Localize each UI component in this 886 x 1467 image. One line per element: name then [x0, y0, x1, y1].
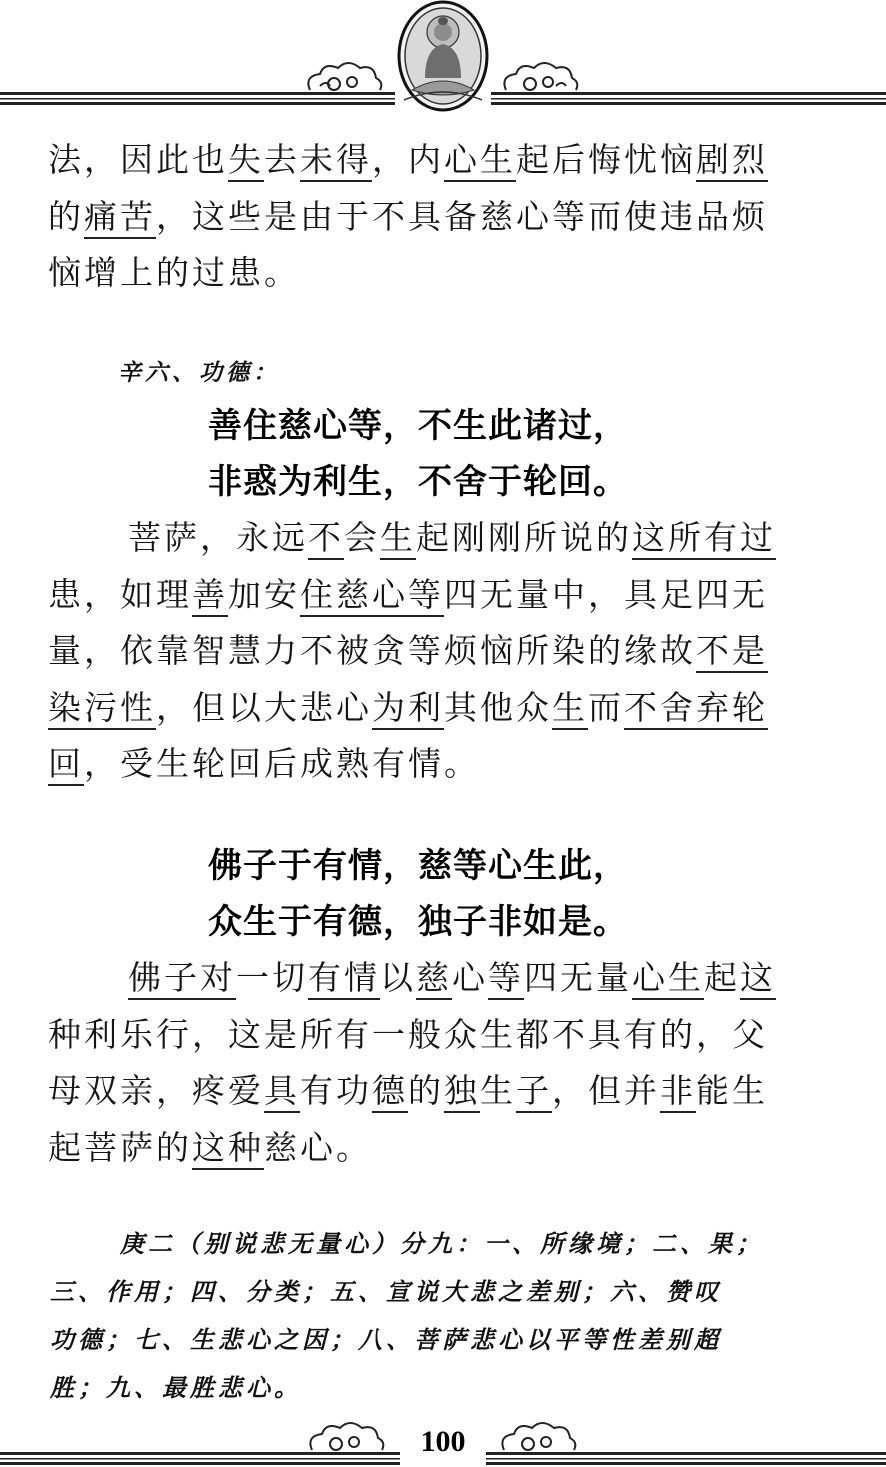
outline-line: 庚二（别说悲无量心）分九：一、所缘境；二、果；: [120, 1230, 764, 1258]
commentary-paragraph: [48, 510, 838, 793]
text-line: 的痛苦，这些是由于不具备慈心等而使违品烦: [48, 189, 838, 246]
buddha-medallion-icon: [0, 0, 886, 112]
verse-block: [208, 398, 628, 510]
commentary-paragraph: [48, 950, 838, 1176]
verse-line: 佛子于有情，慈等心生此，: [208, 846, 628, 886]
outline-line: 胜；九、最胜悲心。: [50, 1374, 302, 1402]
paragraph-continuation: [48, 132, 838, 302]
text-line: 染污性，但以大悲心为利其他众生而不舍弃轮: [48, 680, 838, 737]
outline-paragraph: [50, 1220, 840, 1412]
text-line: 恼增上的过患。: [48, 253, 300, 292]
page-number: 100: [420, 1425, 466, 1458]
verse-line: 非惑为利生，不舍于轮回。: [208, 462, 628, 502]
text-line: 母双亲，疼爱具有功德的独生子，但并非能生: [48, 1063, 838, 1120]
text-line: 起菩萨的这种慈心。: [48, 1120, 838, 1177]
verse-line: 众生于有德，独子非如是。: [208, 902, 628, 942]
verse-line: 善住慈心等，不生此诸过，: [208, 406, 628, 446]
text-line: 法，因此也失去未得，内心生起后悔忧恼剧烈: [48, 132, 838, 189]
text-line: 量，依靠智慧力不被贪等烦恼所染的缘故不是: [48, 623, 838, 680]
text-line: 种利乐行，这是所有一般众生都不具有的，父: [48, 1014, 768, 1054]
page-header-ornament: [0, 0, 886, 112]
outline-line: 三、作用；四、分类；五、宣说大悲之差别；六、赞叹: [50, 1278, 722, 1306]
text-line: 菩萨，永远不会生起刚刚所说的这所有过: [48, 510, 838, 567]
outline-line: 功德；七、生悲心之因；八、菩萨悲心以平等性差别超: [50, 1326, 722, 1354]
verse-block: [208, 838, 628, 950]
section-heading: 辛六、功德：: [118, 360, 280, 386]
text-line: 佛子对一切有情以慈心等四无量心生起这: [48, 950, 838, 1007]
text-line: 回，受生轮回后成熟有情。: [48, 736, 838, 793]
text-line: 患，如理善加安住慈心等四无量中，具足四无: [48, 567, 838, 624]
